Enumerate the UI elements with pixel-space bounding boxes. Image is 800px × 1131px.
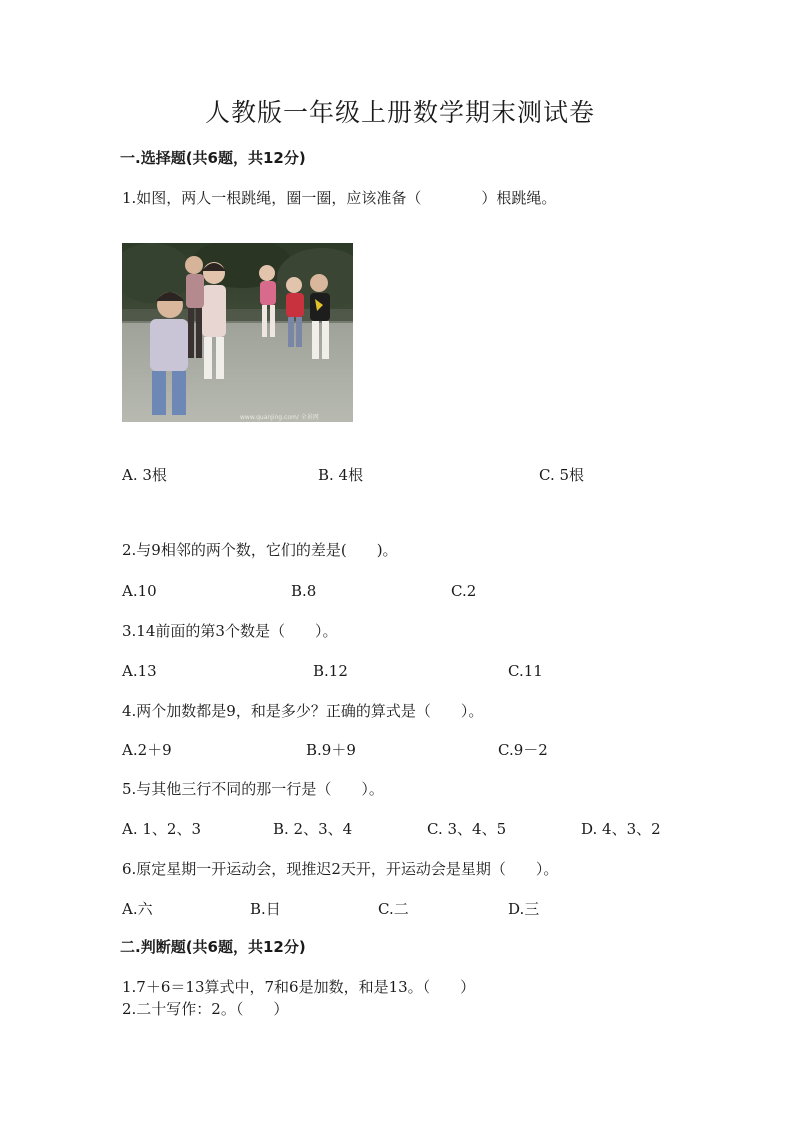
judgement-1-text: 1.7＋6＝13算式中，7和6是加数，和是13。（ ） (122, 978, 476, 996)
question-3-option-b[interactable]: B.12 (313, 662, 348, 680)
section-heading-choice: 一.选择题(共6题，共12分) (120, 149, 306, 167)
question-5-text: 5.与其他三行不同的那一行是（ ）。 (122, 780, 384, 798)
question-6-option-d[interactable]: D.三 (508, 900, 540, 918)
question-4-option-c[interactable]: C.9－2 (498, 741, 548, 759)
question-4-option-a[interactable]: A.2＋9 (122, 741, 172, 759)
question-6-option-c[interactable]: C.二 (378, 900, 409, 918)
question-2-option-c[interactable]: C.2 (451, 582, 477, 600)
question-2-option-a[interactable]: A.10 (122, 582, 157, 600)
section-heading-judgement: 二.判断题(共6题，共12分) (120, 938, 306, 956)
question-5-option-c[interactable]: C. 3、4、5 (427, 820, 507, 838)
question-1-photo (122, 243, 353, 422)
question-6-option-a[interactable]: A.六 (122, 900, 153, 918)
question-1-option-a[interactable]: A. 3根 (122, 466, 167, 484)
judgement-2-text: 2.二十写作：2。（ ） (122, 1000, 289, 1018)
question-2-option-b[interactable]: B.8 (291, 582, 317, 600)
question-3-option-c[interactable]: C.11 (508, 662, 543, 680)
question-5-option-d[interactable]: D. 4、3、2 (581, 820, 661, 838)
question-3-option-a[interactable]: A.13 (122, 662, 157, 680)
question-6-option-b[interactable]: B.日 (250, 900, 281, 918)
question-2-text: 2.与9相邻的两个数，它们的差是( )。 (122, 541, 398, 559)
photo-watermark: www.quanjing.com/ 全景网 (240, 414, 319, 421)
question-1-option-c[interactable]: C. 5根 (539, 466, 585, 484)
question-6-text: 6.原定星期一开运动会，现推迟2天开，开运动会是星期（ ）。 (122, 860, 559, 878)
question-5-option-a[interactable]: A. 1、2、3 (122, 820, 201, 838)
question-4-text: 4.两个加数都是9，和是多少？正确的算式是（ ）。 (122, 702, 484, 720)
question-1-text: 1.如图，两人一根跳绳，圈一圈，应该准备（ ）根跳绳。 (122, 189, 557, 207)
question-3-text: 3.14前面的第3个数是（ ）。 (122, 622, 338, 640)
page-title: 人教版一年级上册数学期末测试卷 (204, 98, 595, 127)
question-5-option-b[interactable]: B. 2、3、4 (273, 820, 353, 838)
question-1-option-b[interactable]: B. 4根 (318, 466, 364, 484)
question-4-option-b[interactable]: B.9＋9 (306, 741, 356, 759)
children-jumping-photo (122, 243, 353, 422)
